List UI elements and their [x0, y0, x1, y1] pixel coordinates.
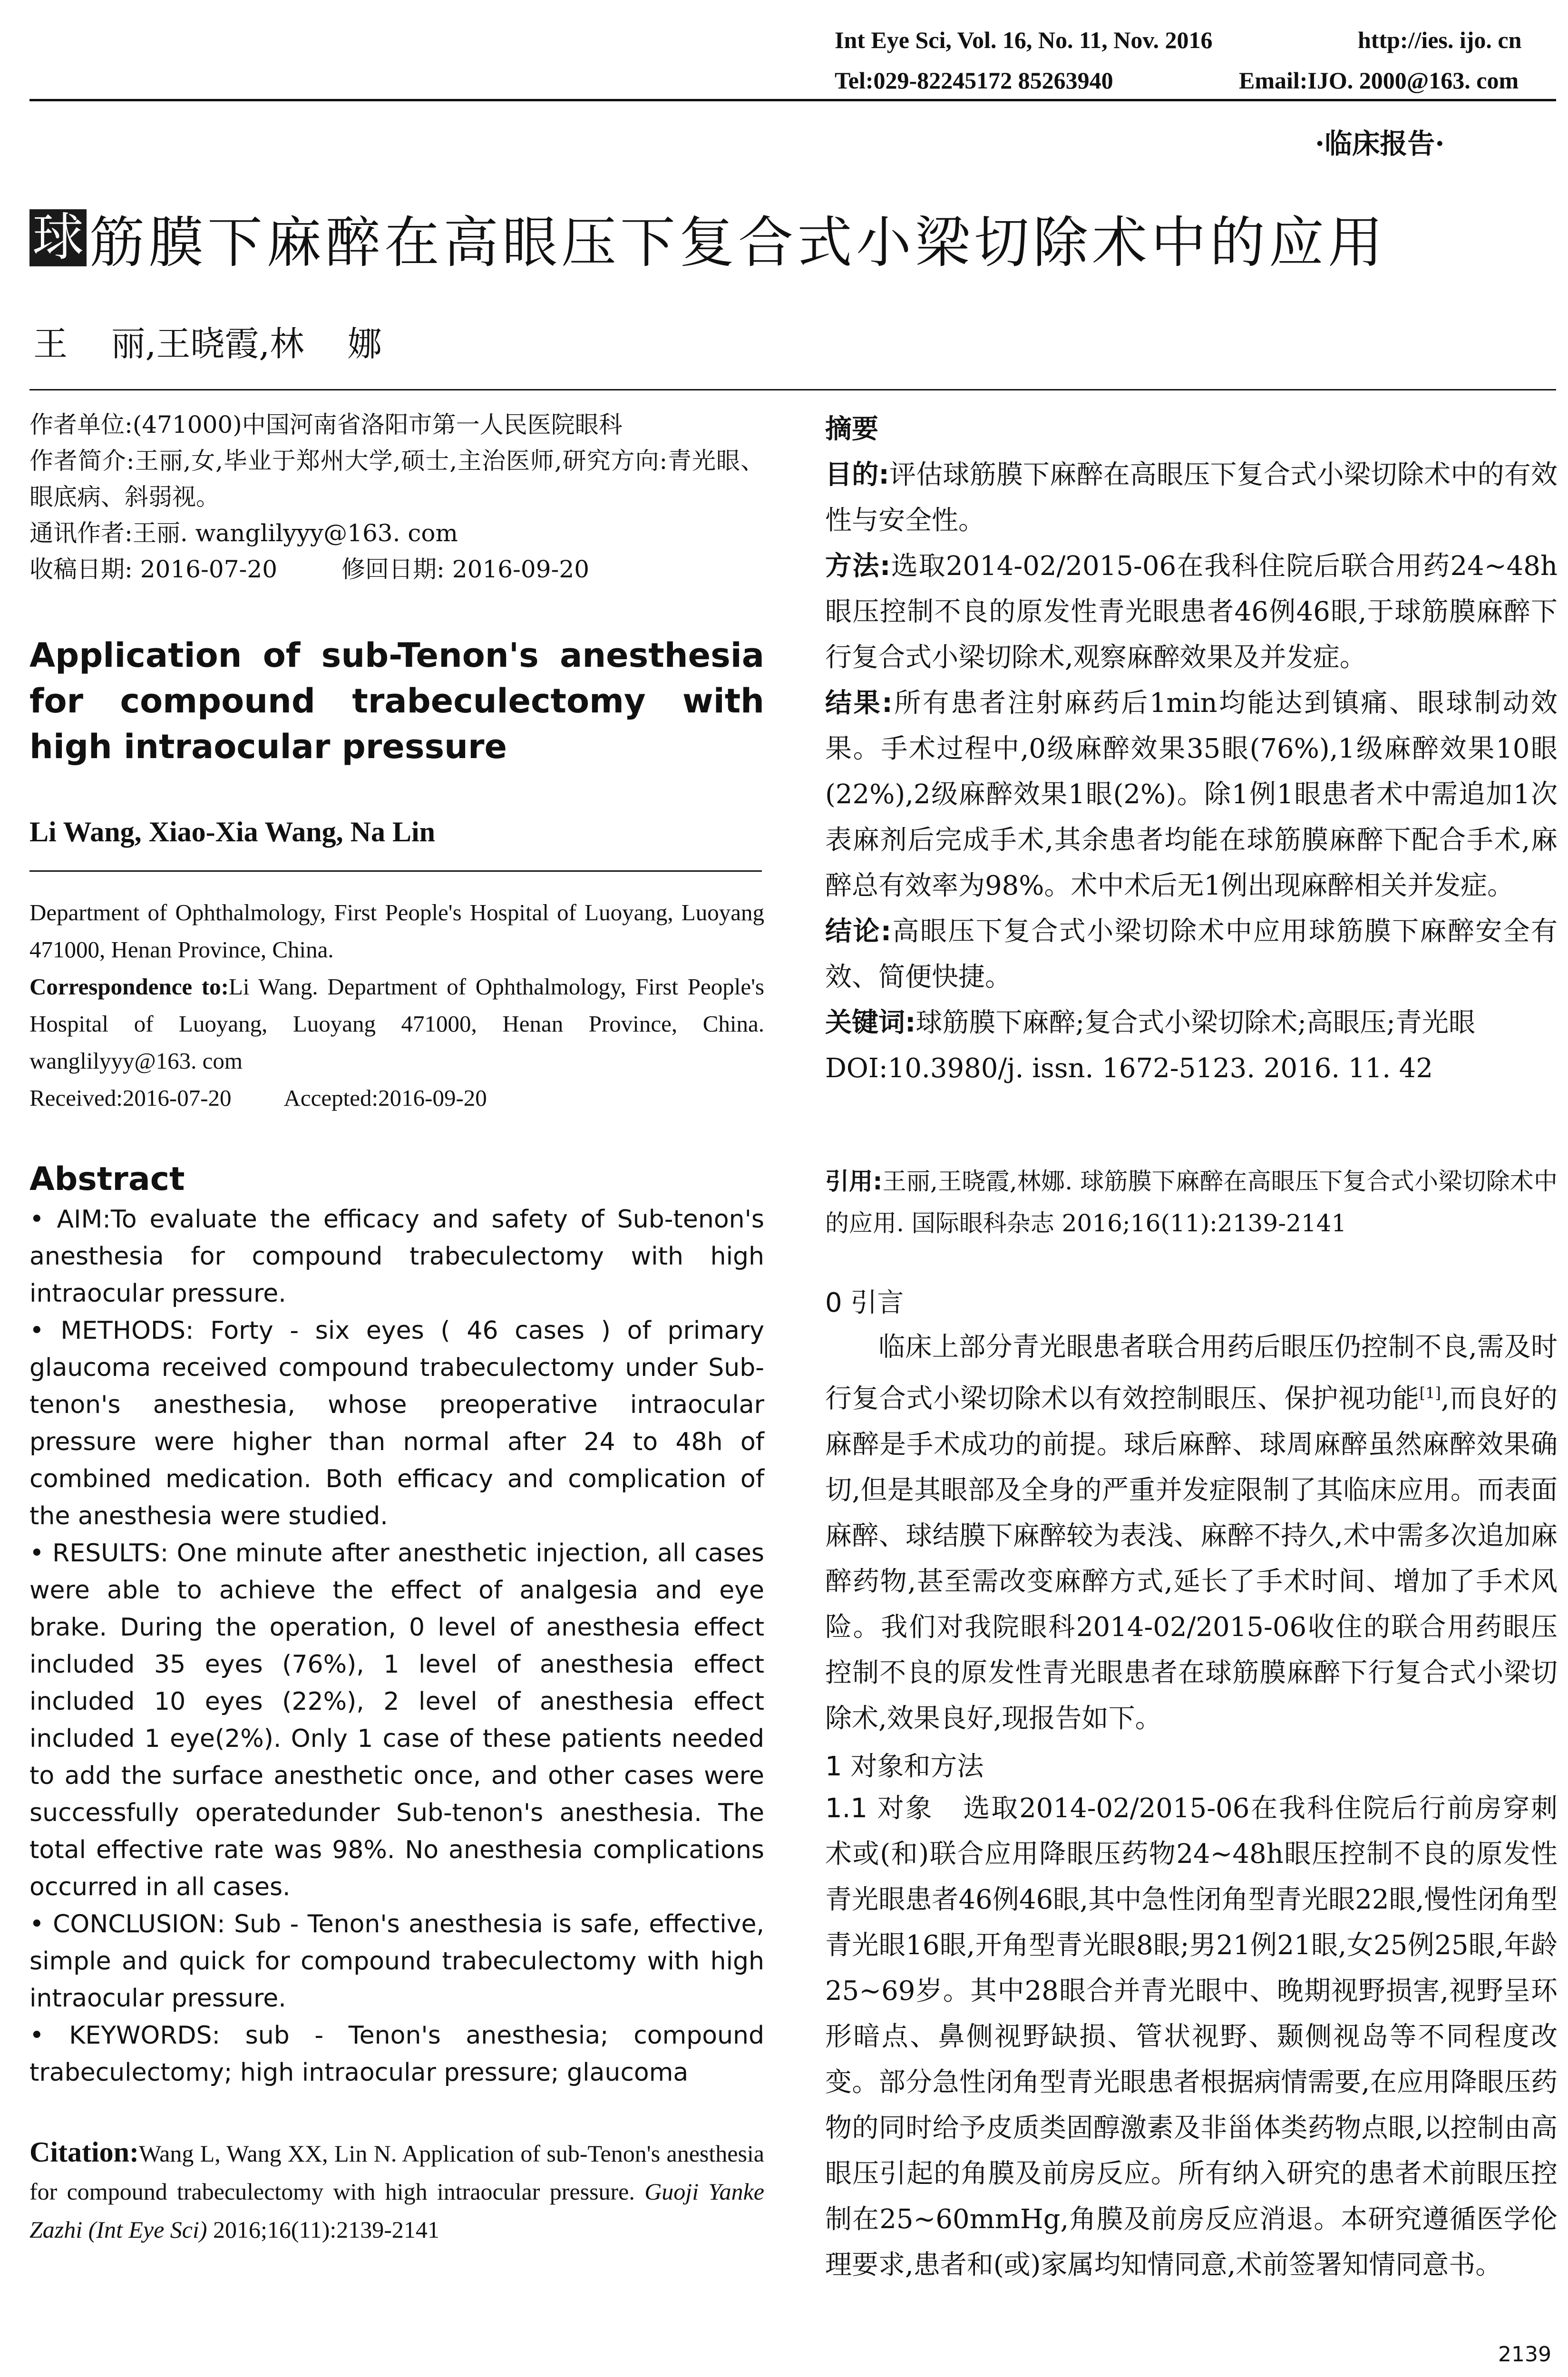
abstract-en: [29, 1201, 764, 2091]
abstract-cn-aim: 目的:评估球筋膜下麻醉在高眼压下复合式小梁切除术中的有效性与安全性。: [825, 459, 1558, 536]
received-date-en: Received:2016-07-20: [29, 1085, 232, 1111]
correspondence-text: Li Wang. Department of Ophthalmology, First People's Hospital of Luoyang, Luoyang 471000, Henan Province, China. wanglilyyy@163. com: [29, 974, 764, 1074]
abstract-cn-heading: 摘要: [825, 414, 878, 445]
paper-title: [29, 205, 1387, 275]
left-divider: [29, 870, 762, 872]
abstract-cn-results: 结果:所有患者注射麻药后1min均能达到镇痛、眼球制动效果。手术过程中,0级麻醉效果35眼(76%),1级麻醉效果10眼(22%),2级麻醉效果1眼(2%)。除1例1眼患者术中需追加1次表麻剂后完成手术,其余患者均能在球筋膜麻醉下配合手术,麻醉总有效率为98%。术中术后无1例出现麻醉相关并发症。: [825, 688, 1558, 901]
abstract-cn-methods: 方法:选取2014-02/2015-06在我科住院后联合用药24~48h眼压控制不良的原发性青光眼患者46例46眼,于球筋膜麻醉下行复合式小梁切除术,观察麻醉效果及并发症。: [825, 551, 1558, 673]
correspondence-cn: 通讯作者:王丽. wanglilyyy@163. com: [29, 519, 458, 547]
abstract-keywords: • KEYWORDS: sub - Tenon's anesthesia; compound trabeculectomy; high intraocular pressure; glaucoma: [29, 2021, 764, 2087]
methods-heading: 1 对象和方法: [825, 1751, 984, 1782]
header-divider: [29, 99, 1556, 101]
doi[interactable]: DOI:10.3980/j. issn. 1672-5123. 2016. 11. 42: [825, 1053, 1433, 1084]
title-text: 筋膜下麻醉在高眼压下复合式小梁切除术中的应用: [89, 210, 1387, 275]
english-title: Application of sub-Tenon's anesthesia for compound trabeculectomy with high intraocular pressure: [29, 636, 764, 766]
abstract-cn-keywords: 关键词:球筋膜下麻醉;复合式小梁切除术;高眼压;青光眼: [825, 1007, 1476, 1038]
citation-text: Wang L, Wang XX, Lin N. Application of sub-Tenon's anesthesia for compound trabeculectomy with high intraocular pressure.: [29, 2140, 764, 2205]
accepted-date-en: Accepted:2016-09-20: [283, 1085, 487, 1111]
journal-url[interactable]: http://ies. ijo. cn: [1358, 27, 1522, 53]
title-first-char: 球: [29, 209, 87, 266]
citation-en: [29, 2133, 764, 2249]
abstract-cn-conclusion: 结论:高眼压下复合式小梁切除术中应用球筋膜下麻醉安全有效、简便快捷。: [825, 916, 1558, 993]
correspondence-en: [29, 968, 764, 1080]
english-affiliation: [29, 894, 764, 1117]
intro-heading: 0 引言: [825, 1287, 904, 1318]
subsection-label: 1.1 对象: [825, 1793, 934, 1824]
section-tag: ·临床报告·: [1315, 127, 1445, 160]
citation-tail: 2016;16(11):2139-2141: [213, 2216, 439, 2243]
methods-text: 1.1 对象 选取2014-02/2015-06在我科住院后行前房穿刺术或(和)联合应用降眼压药物24~48h眼压控制不良的原发性青光眼患者46例46眼,其中急性闭角型青光眼22眼,慢性闭角型青光眼16眼,开角型青光眼8眼;男21例21眼,女25例25眼,年龄25~69岁。其中28眼合并青光眼中、晚期视野损害,视野呈环形暗点、鼻侧视野缺损、管状视野、颞侧视岛等不同程度改变。部分急性闭角型青光眼患者根据病情需要,在应用降眼压药物的同时给予皮质类固醇激素及非甾体类药物点眼,以控制由高眼压引起的角膜及前房反应。所有纳入研究的患者术前眼压控制在25~60mmHg,角膜及前房反应消退。本研究遵循医学伦理要求,患者和(或)家属均知情同意,术前签署知情同意书。: [825, 1793, 1558, 2280]
dates-en: [29, 1080, 764, 1117]
revised-date-cn: 修回日期: 2016-09-20: [341, 555, 590, 583]
citation-label: Citation:: [29, 2136, 139, 2168]
english-authors: Li Wang, Xiao-Xia Wang, Na Lin: [29, 816, 436, 848]
abstract-conclusion: • CONCLUSION: Sub - Tenon's anesthesia is safe, effective, simple and quick for compound trabeculectomy with high intraocular pressure.: [29, 1910, 764, 2013]
citation-journal: Guoji Yanke Zazhi (Int Eye Sci): [29, 2178, 764, 2243]
authors-divider: [29, 389, 1556, 390]
journal-tel: Tel:029-82245172 85263940: [835, 67, 1113, 94]
journal-header: Int Eye Sci, Vol. 16, No. 11, Nov. 2016: [835, 27, 1213, 53]
author-bio: 作者简介:王丽,女,毕业于郑州大学,硕士,主治医师,研究方向:青光眼、眼底病、斜弱视。: [29, 447, 764, 511]
intro-text: 临床上部分青光眼患者联合用药后眼压仍控制不良,需及时行复合式小梁切除术以有效控制眼压、保护视功能[1],而良好的麻醉是手术成功的前提。球后麻醉、球周麻醉虽然麻醉效果确切,但是其眼部及全身的严重并发症限制了其临床应用。而表面麻醉、球结膜下麻醉较为表浅、麻醉不持久,术中需多次追加麻醉药物,甚至需改变麻醉方式,延长了手术时间、增加了手术风险。我们对我院眼科2014-02/2015-06收住的联合用药眼压控制不良的原发性青光眼患者在球筋膜麻醉下行复合式小梁切除术,效果良好,现报告如下。: [825, 1332, 1558, 1734]
abstract-methods: • METHODS: Forty - six eyes ( 46 cases ) of primary glaucoma received compound trabeculectomy under Sub-tenon's anesthesia, whose preoperative intraocular pressure were higher than normal after 24 to 48h of combined medication. Both efficacy and complication of the anesthesia were studied.: [29, 1316, 764, 1530]
authors-cn: 王 丽,王晓霞,林 娜: [33, 324, 382, 364]
correspondence-label: Correspondence to:: [29, 974, 229, 1000]
author-metadata: [29, 407, 764, 587]
page-number: 2139: [1498, 2342, 1551, 2367]
abstract-aim: • AIM:To evaluate the efficacy and safety of Sub-tenon's anesthesia for compound trabeculectomy with high intraocular pressure.: [29, 1205, 764, 1308]
citation-cn: [825, 1160, 1558, 1244]
abstract-results: • RESULTS: One minute after anesthetic injection, all cases were able to achieve the effect of analgesia and eye brake. During the operation, 0 level of anesthesia effect included 35 eyes (76%), 1 level of anesthesia effect included 10 eyes (22%), 2 level of anesthesia effect included 1 eye(2%). Only 1 case of these patients needed to add the surface anesthetic once, and other cases were successfully operatedunder Sub-tenon's anesthesia. The total effective rate was 98%. No anesthesia complications occurred in all cases.: [29, 1539, 764, 1901]
reference-1[interactable]: [1]: [1419, 1384, 1441, 1402]
dates-cn: [29, 551, 764, 587]
journal-email[interactable]: Email:IJO. 2000@163. com: [1239, 67, 1519, 94]
citation-cn-text: 王丽,王晓霞,林娜. 球筋膜下麻醉在高眼压下复合式小梁切除术中的应用. 国际眼科杂志 2016;16(11):2139-2141: [825, 1168, 1558, 1237]
abstract-cn: [825, 407, 1558, 1091]
citation-cn-label: 引用:: [825, 1168, 883, 1195]
received-date-cn: 收稿日期: 2016-07-20: [29, 555, 278, 583]
abstract-heading: Abstract: [29, 1160, 185, 1198]
affiliation: 作者单位:(471000)中国河南省洛阳市第一人民医院眼科: [29, 411, 623, 438]
department: Department of Ophthalmology, First People's Hospital of Luoyang, Luoyang 471000, Henan Province, China.: [29, 899, 764, 963]
